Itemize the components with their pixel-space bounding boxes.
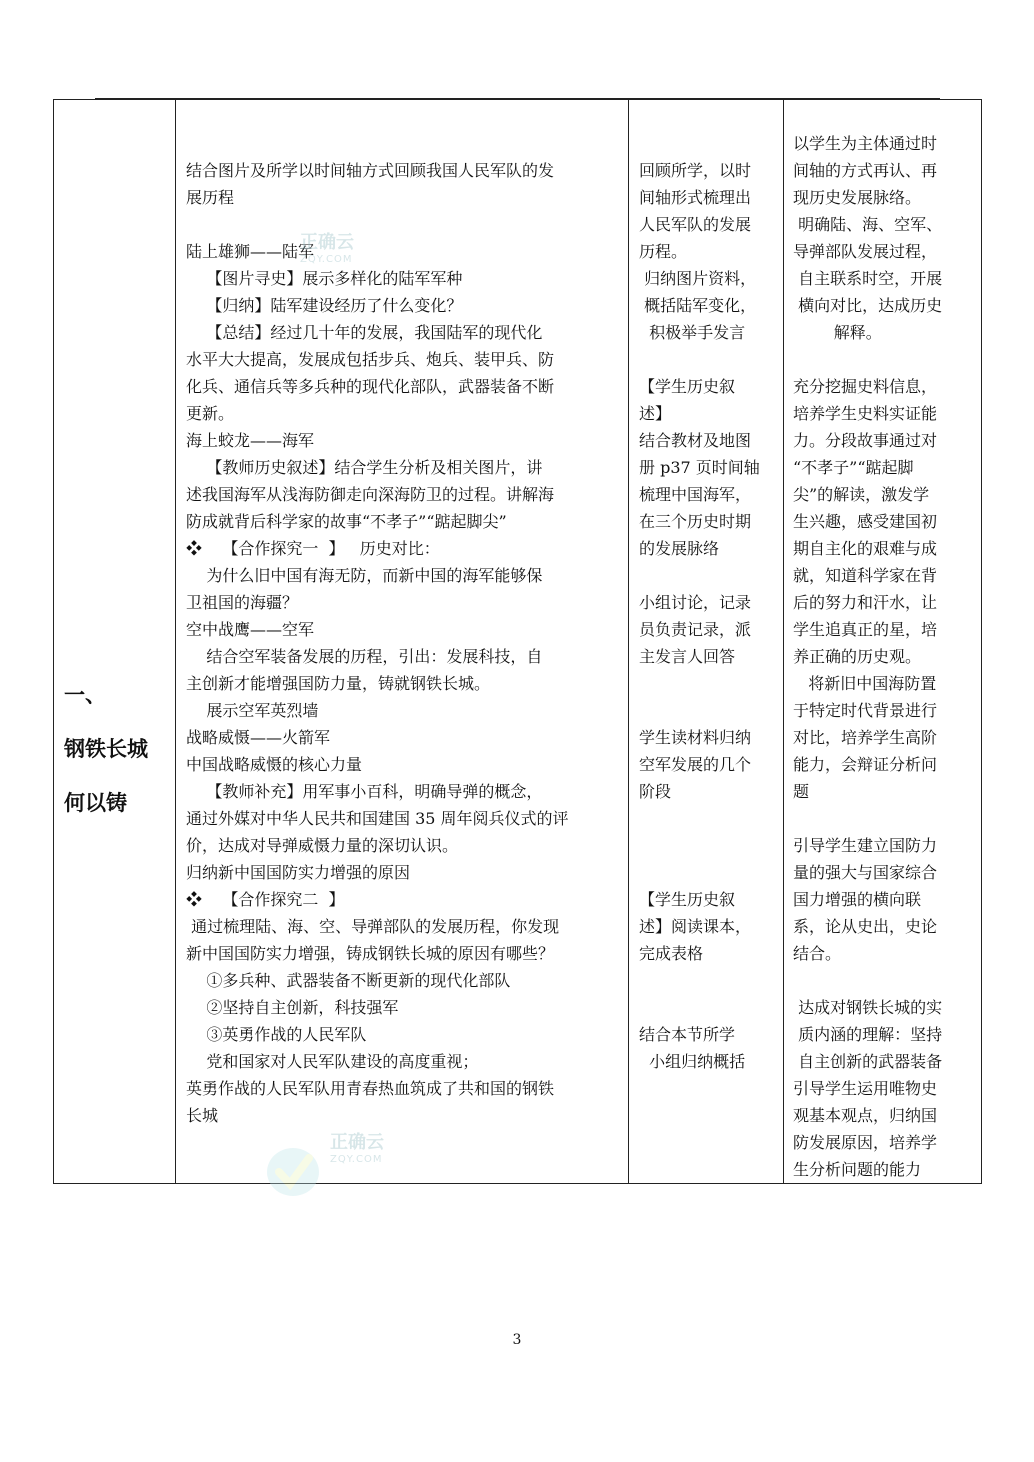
text-line: 战略威慑——火箭军 (186, 728, 331, 747)
text-line: 【图片寻史】展示多样化的陆军军种 (186, 269, 463, 288)
text-line: 陆上雄狮——陆军 (186, 242, 315, 261)
text-line: 完成表格 (639, 944, 704, 963)
text-line: 横向对比，达成历史 (793, 296, 943, 315)
text-line (639, 562, 760, 589)
text-line: ❖ 【合作探究二 】 (186, 890, 345, 909)
text-line: 系，论从史出，史论 (793, 917, 938, 936)
watermark-logo (265, 1130, 321, 1204)
text-line: 防发展原因，培养学 (793, 1133, 938, 1152)
text-line (793, 346, 942, 373)
text-line: 学生追真正的星，培 (793, 620, 938, 639)
text-line: 新中国国防实力增强，铸成钢铁长城的原因有哪些？ (186, 944, 555, 963)
text-line: 空军发展的几个 (639, 755, 752, 774)
text-line: 防成就背后科学家的故事“不孝子”“踮起脚尖” (186, 512, 507, 531)
text-line: 述】阅读课本， (639, 917, 752, 936)
text-line: 养正确的历史观。 (793, 647, 922, 666)
text-line: 阶段 (639, 782, 672, 801)
text-line: 英勇作战的人民军队用青春热血筑成了共和国的钢铁 (186, 1079, 555, 1098)
text-line: 长城 (186, 1106, 219, 1125)
text-line: 对比，培养学生高阶 (793, 728, 938, 747)
watermark-logo: 正确云 ZQY.COM (300, 232, 354, 265)
text-line: 展历程 (186, 188, 235, 207)
text-line: 明确陆、海、空军、 (793, 215, 943, 234)
lesson-table (53, 99, 982, 1184)
text-line: 引导学生运用唯物史 (793, 1079, 938, 1098)
text-line: 题 (793, 782, 810, 801)
text-line (639, 805, 760, 832)
text-line: 生分析问题的能力 (793, 1160, 922, 1179)
text-line: 小组讨论，记录 (639, 593, 752, 612)
text-line: 结合。 (793, 944, 842, 963)
text-line: 结合图片及所学以时间轴方式回顾我国人民军队的发 (186, 161, 555, 180)
text-line: 主创新才能增强国防力量，铸就钢铁长城。 (186, 674, 491, 693)
text-line: 间轴形式梳理出 (639, 188, 752, 207)
text-line: 现历史发展脉络。 (793, 188, 922, 207)
text-line: 【学生历史叙 (639, 377, 736, 396)
text-line: 概括陆军变化， (639, 296, 757, 315)
text-line: 能力，会辩证分析问 (793, 755, 938, 774)
text-line: 中国战略威慑的核心力量 (186, 755, 363, 774)
text-line: 通过外媒对中华人民共和国建国 35 周年阅兵仪式的评 (186, 809, 569, 828)
section-title (64, 668, 174, 830)
text-line: 后的努力和汗水，让 (793, 593, 938, 612)
text-line (639, 967, 760, 994)
text-line: 述我国海军从浅海防御走向深海防卫的过程。讲解海 (186, 485, 555, 504)
column-divider (175, 100, 176, 1183)
text-line: 为什么旧中国有海无防，而新中国的海军能够保 (186, 566, 543, 585)
text-line: 结合本节所学 (639, 1025, 736, 1044)
text-line: 力。分段故事通过对 (793, 431, 938, 450)
text-line: 观基本观点，归纳国 (793, 1106, 938, 1125)
column-divider (628, 100, 629, 1183)
text-line: 【归纳】陆军建设经历了什么变化？ (186, 296, 463, 315)
text-line: 述】 (639, 404, 672, 423)
student-activity-cell (639, 157, 760, 1075)
text-line: “不孝子”“踮起脚 (793, 458, 914, 477)
text-line (639, 859, 760, 886)
text-line: 展示空军英烈墙 (186, 701, 319, 720)
text-line: 梳理中国海军， (639, 485, 752, 504)
text-line: 结合空军装备发展的历程，引出：发展科技，自 (186, 647, 543, 666)
text-line: 【教师历史叙述】结合学生分析及相关图片，讲 (186, 458, 543, 477)
text-line: 的发展脉络 (639, 539, 720, 558)
text-line: 海上蛟龙——海军 (186, 431, 315, 450)
text-line: 充分挖掘史料信息， (793, 377, 938, 396)
text-line (793, 967, 942, 994)
text-line (639, 994, 760, 1021)
text-line: 册 p37 页时间轴 (639, 458, 760, 477)
cloud-check-icon (265, 1130, 321, 1200)
text-line (639, 670, 760, 697)
text-line: 尖”的解读，激发学 (793, 485, 930, 504)
section-title-line2: 何以铸 (64, 791, 127, 815)
text-line (186, 211, 569, 238)
text-line: 达成对钢铁长城的实 (793, 998, 943, 1017)
text-line: 历程。 (639, 242, 688, 261)
text-line: 归纳图片资料， (639, 269, 757, 288)
text-line: 水平大大提高，发展成包括步兵、炮兵、装甲兵、防 (186, 350, 555, 369)
text-line: 导弹部队发展过程， (793, 242, 938, 261)
text-line: 【总结】经过几十年的发展，我国陆军的现代化 (186, 323, 543, 342)
text-line: 归纳新中国国防实力增强的原因 (186, 863, 411, 882)
text-line: 质内涵的理解：坚持 (793, 1025, 943, 1044)
text-line: 在三个历史时期 (639, 512, 752, 531)
text-line: ③英勇作战的人民军队 (186, 1025, 367, 1044)
section-number: 一、 (64, 683, 106, 707)
text-line: 培养学生史料实证能 (793, 404, 938, 423)
text-line: 卫祖国的海疆？ (186, 593, 299, 612)
text-line (793, 805, 942, 832)
text-line: 引导学生建立国防力 (793, 836, 938, 855)
text-line: 学生读材料归纳 (639, 728, 752, 747)
text-line: 期自主化的艰难与成 (793, 539, 938, 558)
text-line (639, 346, 760, 373)
text-line: 【教师补充】用军事小百科，明确导弹的概念， (186, 782, 543, 801)
text-line: 以学生为主体通过时 (793, 134, 938, 153)
text-line: ①多兵种、武器装备不断更新的现代化部队 (186, 971, 511, 990)
text-line: 空中战鹰——空军 (186, 620, 315, 639)
text-line: 自主创新的武器装备 (793, 1052, 943, 1071)
teacher-activity-cell (186, 157, 569, 1129)
text-line: 就，知道科学家在背 (793, 566, 938, 585)
column-divider (783, 100, 784, 1183)
text-line: 主发言人回答 (639, 647, 736, 666)
text-line: 国力增强的横向联 (793, 890, 922, 909)
text-line: 积极举手发言 (639, 323, 746, 342)
text-line: 间轴的方式再认、再 (793, 161, 938, 180)
text-line: 人民军队的发展 (639, 215, 752, 234)
page-number: 3 (512, 1332, 522, 1348)
text-line: 党和国家对人民军队建设的高度重视； (186, 1052, 479, 1071)
text-line: 价，达成对导弹威慑力量的深切认识。 (186, 836, 459, 855)
text-line: ②坚持自主创新，科技强军 (186, 998, 399, 1017)
text-line: 回顾所学，以时 (639, 161, 752, 180)
text-line: 结合教材及地图 (639, 431, 752, 450)
text-line (639, 832, 760, 859)
text-line: 通过梳理陆、海、空、导弹部队的发展历程，你发现 (186, 917, 560, 936)
text-line: 解释。 (793, 323, 882, 342)
text-line: 自主联系时空，开展 (793, 269, 943, 288)
text-line: 【学生历史叙 (639, 890, 736, 909)
text-line: ❖ 【合作探究一 】 历史对比： (186, 539, 440, 558)
design-intent-cell (793, 130, 942, 1183)
text-line: 量的强大与国家综合 (793, 863, 938, 882)
watermark-text: 正确云 ZQY.COM (330, 1132, 384, 1165)
text-line: 于特定时代背景进行 (793, 701, 938, 720)
text-line: 小组归纳概括 (639, 1052, 746, 1071)
section-title-line1: 钢铁长城 (64, 737, 148, 761)
text-line: 将新旧中国海防置 (793, 674, 937, 693)
text-line: 生兴趣，感受建国初 (793, 512, 938, 531)
text-line (639, 697, 760, 724)
text-line: 员负责记录，派 (639, 620, 752, 639)
text-line: 更新。 (186, 404, 235, 423)
text-line: 化兵、通信兵等多兵种的现代化部队，武器装备不断 (186, 377, 555, 396)
